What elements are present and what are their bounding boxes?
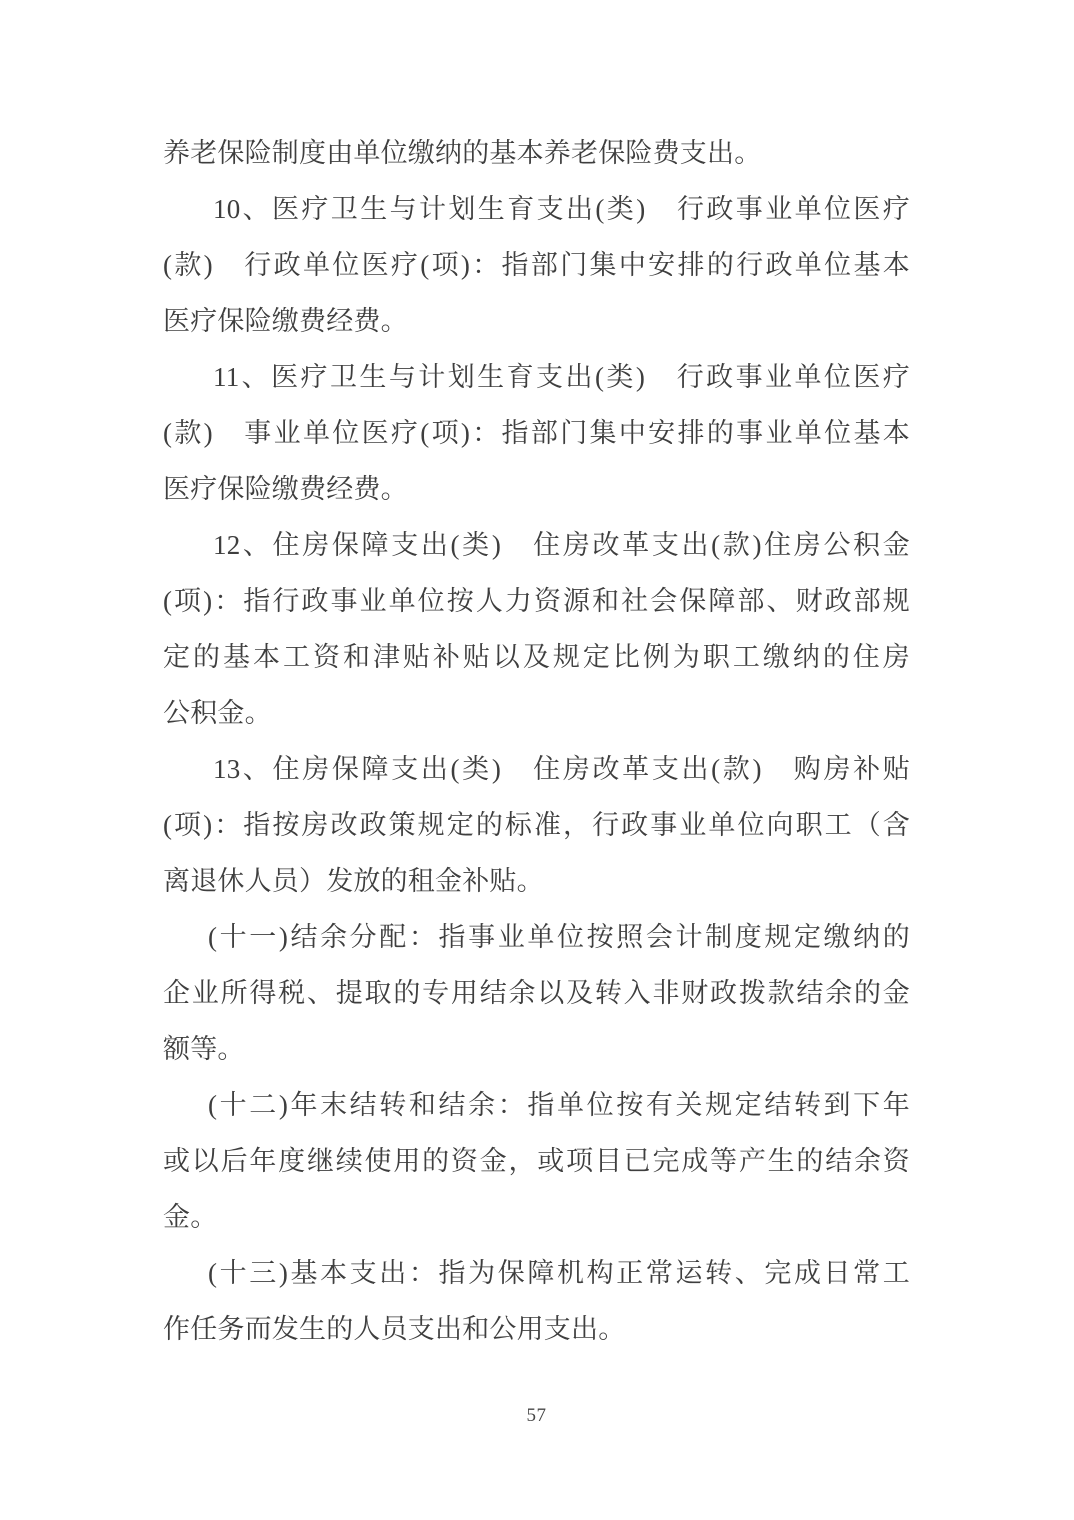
document-body [163,125,910,1357]
text-line: 金。 [163,1202,218,1232]
text-line: 企业所得税、提取的专用结余以及转入非财政拨款结余的金 [163,978,910,1008]
text-line: 公积金。 [163,698,272,728]
text-line: (十二)年末结转和结余：指单位按有关规定结转到下年 [208,1090,910,1120]
text-line: 10、医疗卫生与计划生育支出(类) 行政事业单位医疗 [213,194,910,224]
text-line: 11、医疗卫生与计划生育支出(类) 行政事业单位医疗 [213,362,910,392]
text-line: (项)：指行政事业单位按人力资源和社会保障部、财政部规 [163,586,910,616]
text-line: 医疗保险缴费经费。 [163,474,408,504]
text-line: (十三)基本支出：指为保障机构正常运转、完成日常工 [208,1258,910,1288]
text-line: 或以后年度继续使用的资金，或项目已完成等产生的结余资 [163,1146,910,1176]
text-line: 12、住房保障支出(类) 住房改革支出(款)住房公积金 [213,530,910,560]
text-line: 定的基本工资和津贴补贴以及规定比例为职工缴纳的住房 [163,642,910,672]
text-line: (款) 事业单位医疗(项)：指部门集中安排的事业单位基本 [163,418,910,448]
text-line: (十一)结余分配：指事业单位按照会计制度规定缴纳的 [208,922,910,952]
text-line: (款) 行政单位医疗(项)：指部门集中安排的行政单位基本 [163,250,910,280]
text-line: 额等。 [163,1034,245,1064]
text-line: 作任务而发生的人员支出和公用支出。 [163,1314,626,1344]
page-number: 57 [526,1405,547,1426]
text-line: 离退休人员）发放的租金补贴。 [163,866,544,896]
text-line: 医疗保险缴费经费。 [163,306,408,336]
text-line: 13、住房保障支出(类) 住房改革支出(款) 购房补贴 [213,754,910,784]
text-line: (项)：指按房改政策规定的标准，行政事业单位向职工（含 [163,810,910,840]
text-line: 养老保险制度由单位缴纳的基本养老保险费支出。 [163,138,762,168]
